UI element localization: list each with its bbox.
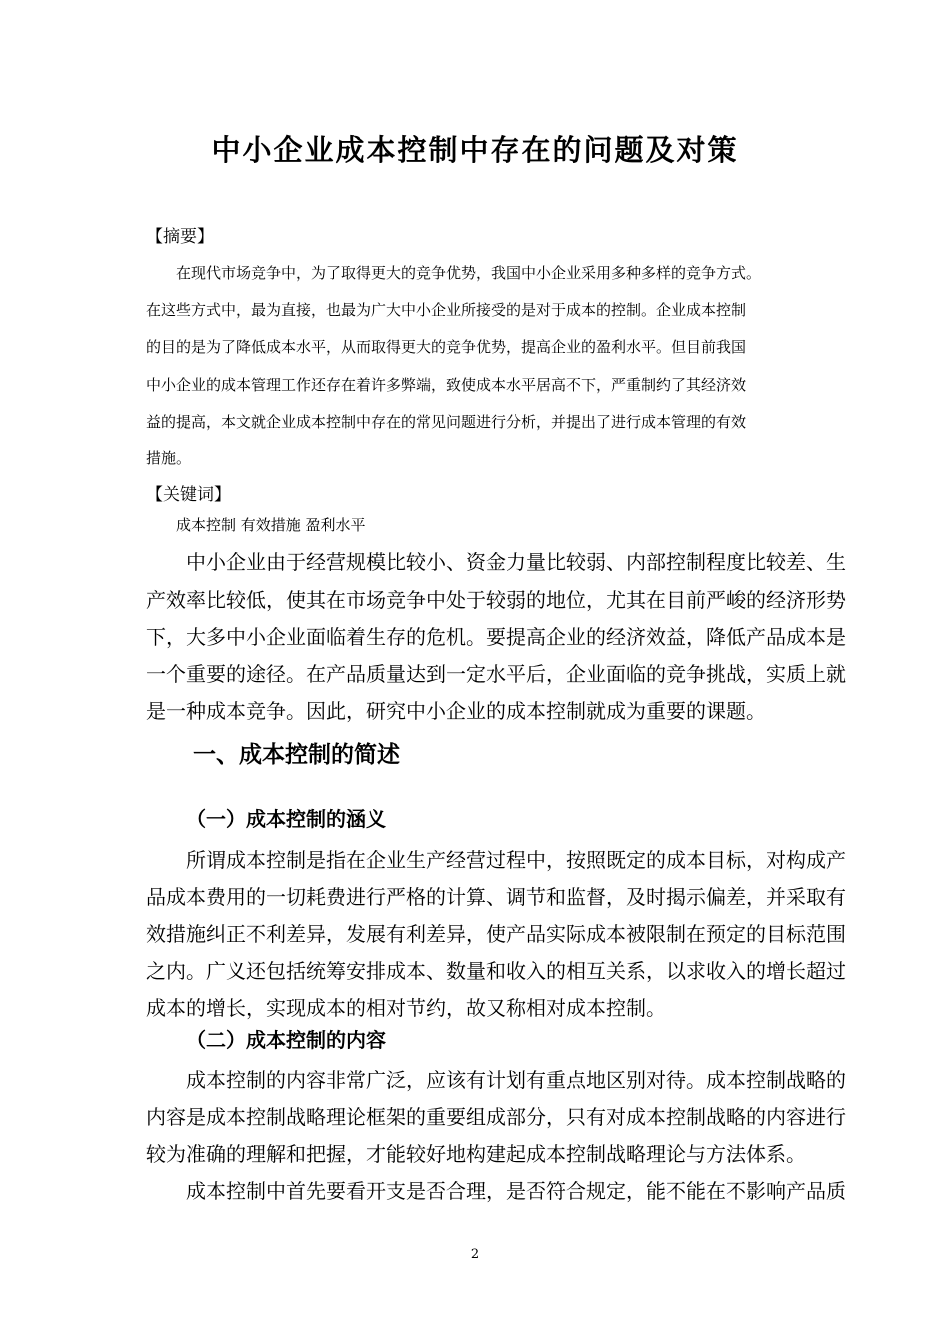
paragraph-line: 成本控制中首先要看开支是否合理，是否符合规定，能不能在不影响产品质 xyxy=(146,1179,846,1203)
abstract-line: 益的提高，本文就企业成本控制中存在的常见问题进行分析，并提出了进行成本管理的有效 xyxy=(146,413,747,431)
section-heading: 一、成本控制的简述 xyxy=(193,742,400,768)
paragraph-line: 效措施纠正不利差异，发展有利差异，使产品实际成本被限制在预定的目标范围 xyxy=(146,922,846,946)
paragraph-line: 所谓成本控制是指在企业生产经营过程中，按照既定的成本目标，对构成产 xyxy=(146,848,846,872)
paragraph-line: 品成本费用的一切耗费进行严格的计算、调节和监督，及时揭示偏差，并采取有 xyxy=(146,885,846,909)
paragraph-line: 成本控制的内容非常广泛，应该有计划有重点地区别对待。成本控制战略的 xyxy=(146,1068,846,1092)
intro-line: 中小企业由于经营规模比较小、资金力量比较弱、内部控制程度比较差、生 xyxy=(146,550,846,574)
page-title: 中小企业成本控制中存在的问题及对策 xyxy=(211,133,739,167)
abstract-line: 在现代市场竞争中，为了取得更大的竞争优势，我国中小企业采用多种多样的竞争方式。 xyxy=(146,264,762,282)
paragraph-line: 内容是成本控制战略理论框架的重要组成部分，只有对成本控制战略的内容进行 xyxy=(146,1105,846,1129)
paragraph-line: 之内。广义还包括统筹安排成本、数量和收入的相互关系，以求收入的增长超过 xyxy=(146,959,846,983)
abstract-label: 【摘要】 xyxy=(146,227,214,247)
abstract-line: 措施。 xyxy=(146,449,192,467)
paragraph-line: 成本的增长，实现成本的相对节约，故又称相对成本控制。 xyxy=(146,996,666,1020)
subsection-heading: （二）成本控制的内容 xyxy=(186,1028,386,1052)
paragraph-line: 较为准确的理解和把握，才能较好地构建起成本控制战略理论与方法体系。 xyxy=(146,1142,806,1166)
intro-line: 下，大多中小企业面临着生存的危机。要提高企业的经济效益，降低产品成本是 xyxy=(146,625,846,649)
intro-line: 一个重要的途径。在产品质量达到一定水平后，企业面临的竞争挑战，实质上就 xyxy=(146,662,846,686)
page-number: 2 xyxy=(470,1247,480,1262)
subsection-heading: （一）成本控制的涵义 xyxy=(186,807,386,831)
abstract-line: 的目的是为了降低成本水平，从而取得更大的竞争优势，提高企业的盈利水平。但目前我国 xyxy=(146,338,747,356)
intro-line: 是一种成本竞争。因此，研究中小企业的成本控制就成为重要的课题。 xyxy=(146,699,766,723)
intro-line: 产效率比较低，使其在市场竞争中处于较弱的地位，尤其在目前严峻的经济形势 xyxy=(146,588,846,612)
abstract-line: 在这些方式中，最为直接，也最为广大中小企业所接受的是对于成本的控制。企业成本控制 xyxy=(146,301,747,319)
keywords-text: 成本控制 有效措施 盈利水平 xyxy=(146,516,366,534)
keywords-label: 【关键词】 xyxy=(146,485,231,505)
abstract-line: 中小企业的成本管理工作还存在着许多弊端，致使成本水平居高不下，严重制约了其经济效 xyxy=(146,376,747,394)
